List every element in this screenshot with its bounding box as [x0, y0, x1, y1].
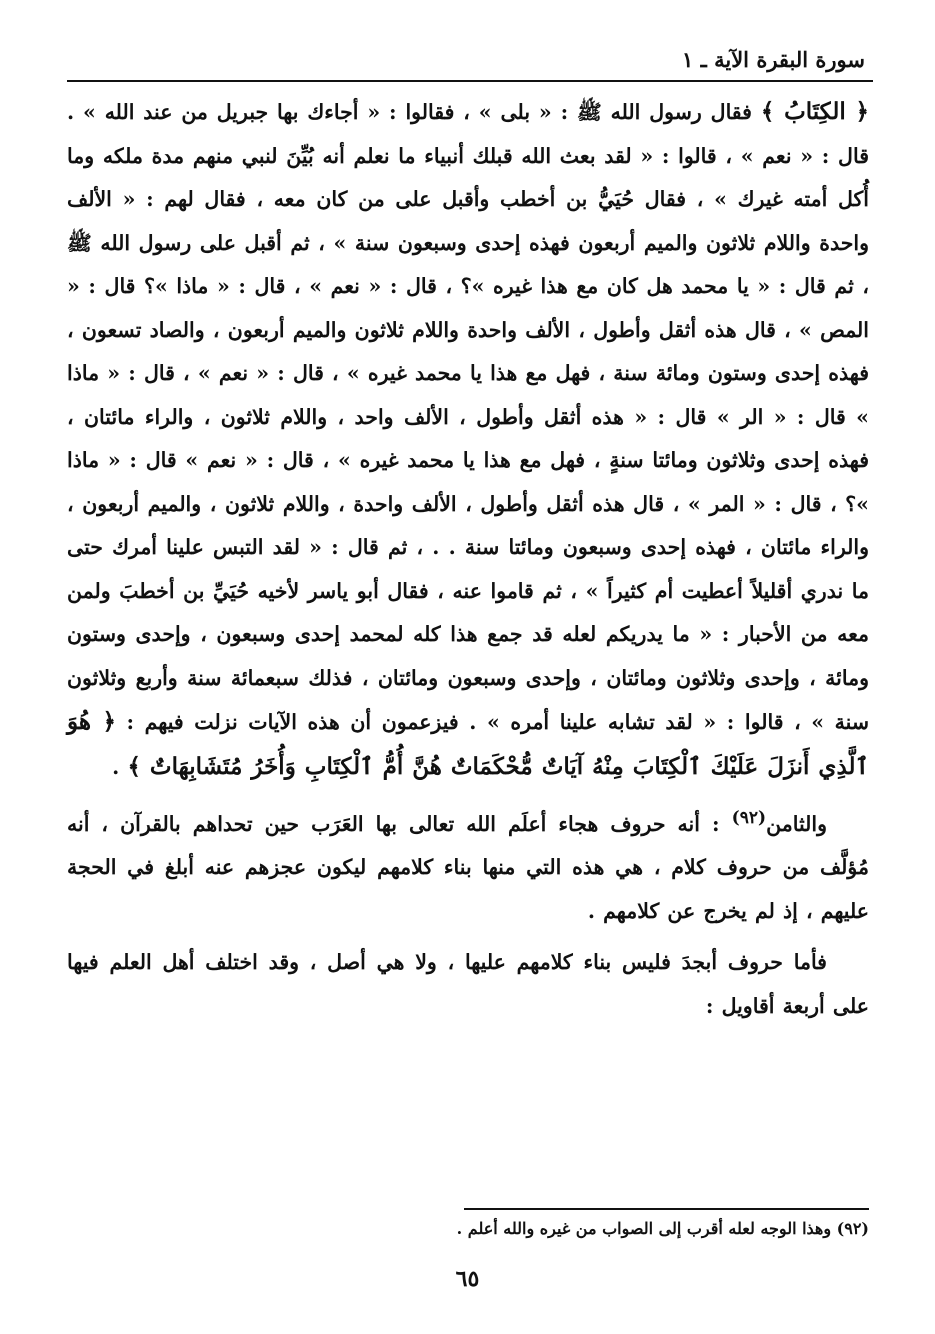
paragraph-3: فأما حروف أبجدَ فليس بناء كلامهم عليها ، ولا هي أصل ، وقد اختلف أهل العلم فيها على أربعة أقاويل :: [67, 950, 869, 1018]
paragraph-1: [67, 90, 869, 789]
footnote-rule: [464, 1208, 869, 1210]
footnote: (٩٢) وهذا الوجه لعله أقرب إلى الصواب من غيره والله أعلم .: [456, 1219, 869, 1238]
footnote-reference: (٩٢): [731, 808, 767, 828]
page-number: ٦٥: [455, 1266, 480, 1292]
paragraph-2-text: : أنه حروف هجاء أعلَم الله تعالى بها العَرَب حين تحداهم بالقرآن ، أنه مُؤلَّف من حروف كلام ، هي هذه التي منها بناء كلامهم ليكون عجزهم عنه أبلغ في الحجة عليهم ، إذ لم يخرج عن كلامهم .: [67, 811, 869, 923]
paragraph-1-end: .: [112, 754, 128, 779]
quran-fragment: ﴿ الكِتَابُ ﴾: [760, 98, 869, 125]
paragraph-2: [67, 797, 869, 933]
body-text: [67, 90, 869, 1036]
paragraph-1-text: فقال رسول الله ﷺ : « بلى » ، فقالوا : « أجاءك بها جبريل من عند الله » . قال : « نعم » ، قالوا : « لقد بعث الله قبلك أنبياء ما نعلم أنه بُيِّنَ لنبي منهم مدة ملكه وما أُكل أمته غيرك » ، فقال حُيَيُّ بن أخطب وأقبل على من كان معه ، فقال لهم : « الألف واحدة واللام ثلاثون والميم أربعون فهذه إحدى وسبعون سنة » ، ثم أقبل على رسول الله ﷺ ، ثم قال : « يا محمد هل كان مع هذا غيره »؟ ، قال : « نعم » ، قال : « ماذا »؟ قال : « المص » ، قال هذه أثقل وأطول ، الألف واحدة واللام ثلاثون والميم أربعون ، والصاد تسعون ، فهذه إحدى وستون ومائة سنة ، فهل مع هذا يا محمد غيره » ، قال : « نعم » ، قال : « ماذا » قال : « الر » قال : « هذه أثقل وأطول ، الألف واحد ، واللام ثلاثون ، والراء مائتان ، فهذه إحدى وثلاثون ومائتا سنةٍ ، فهل مع هذا يا محمد غيره » ، قال : « نعم » قال : « ماذا »؟ ، قال : « المر » ، قال هذه أثقل وأطول ، الألف واحدة ، واللام ثلاثون ، والميم أربعون ، والراء مائتان ، فهذه إحدى وسبعون ومائتا سنة . . ، ثم قال : « لقد التبس علينا أمرك حتى ما ندري أقليلاً أعطيت أم كثيراً » ، ثم قاموا عنه ، فقال أبو ياسر لأخيه حُيَيِّ بن أخطبَ ولمن معه من الأحبار : « ما يدريكم لعله قد جمع هذا كله لمحمد إحدى وسبعون ، وإحدى وستون ومائة ، وإحدى وثلاثون ومائتان ، وإحدى وسبعون ومائتان ، فذلك سبعمائة سنة وأربع وثلاثون سنة » ، قالوا : « لقد تشابه علينا أمره » . فيزعمون أن هذه الآيات نزلت فيهم :: [67, 100, 869, 734]
header-rule: [67, 80, 873, 82]
running-header: سورة البقرة الآية ـ ١: [682, 47, 865, 72]
paragraph-2-lead: والثامن: [766, 811, 827, 836]
quran-verse: ﴿ هُوَ ٱلَّذِي أَنزَلَ عَلَيْكَ ٱلْكِتَابَ مِنْهُ آيَاتٌ مُّحْكَمَاتٌ هُنَّ أُمُّ ٱلْكِتَابِ وَأُخَرُ مُتَشَابِهَاتٌ ﴾: [67, 708, 869, 780]
